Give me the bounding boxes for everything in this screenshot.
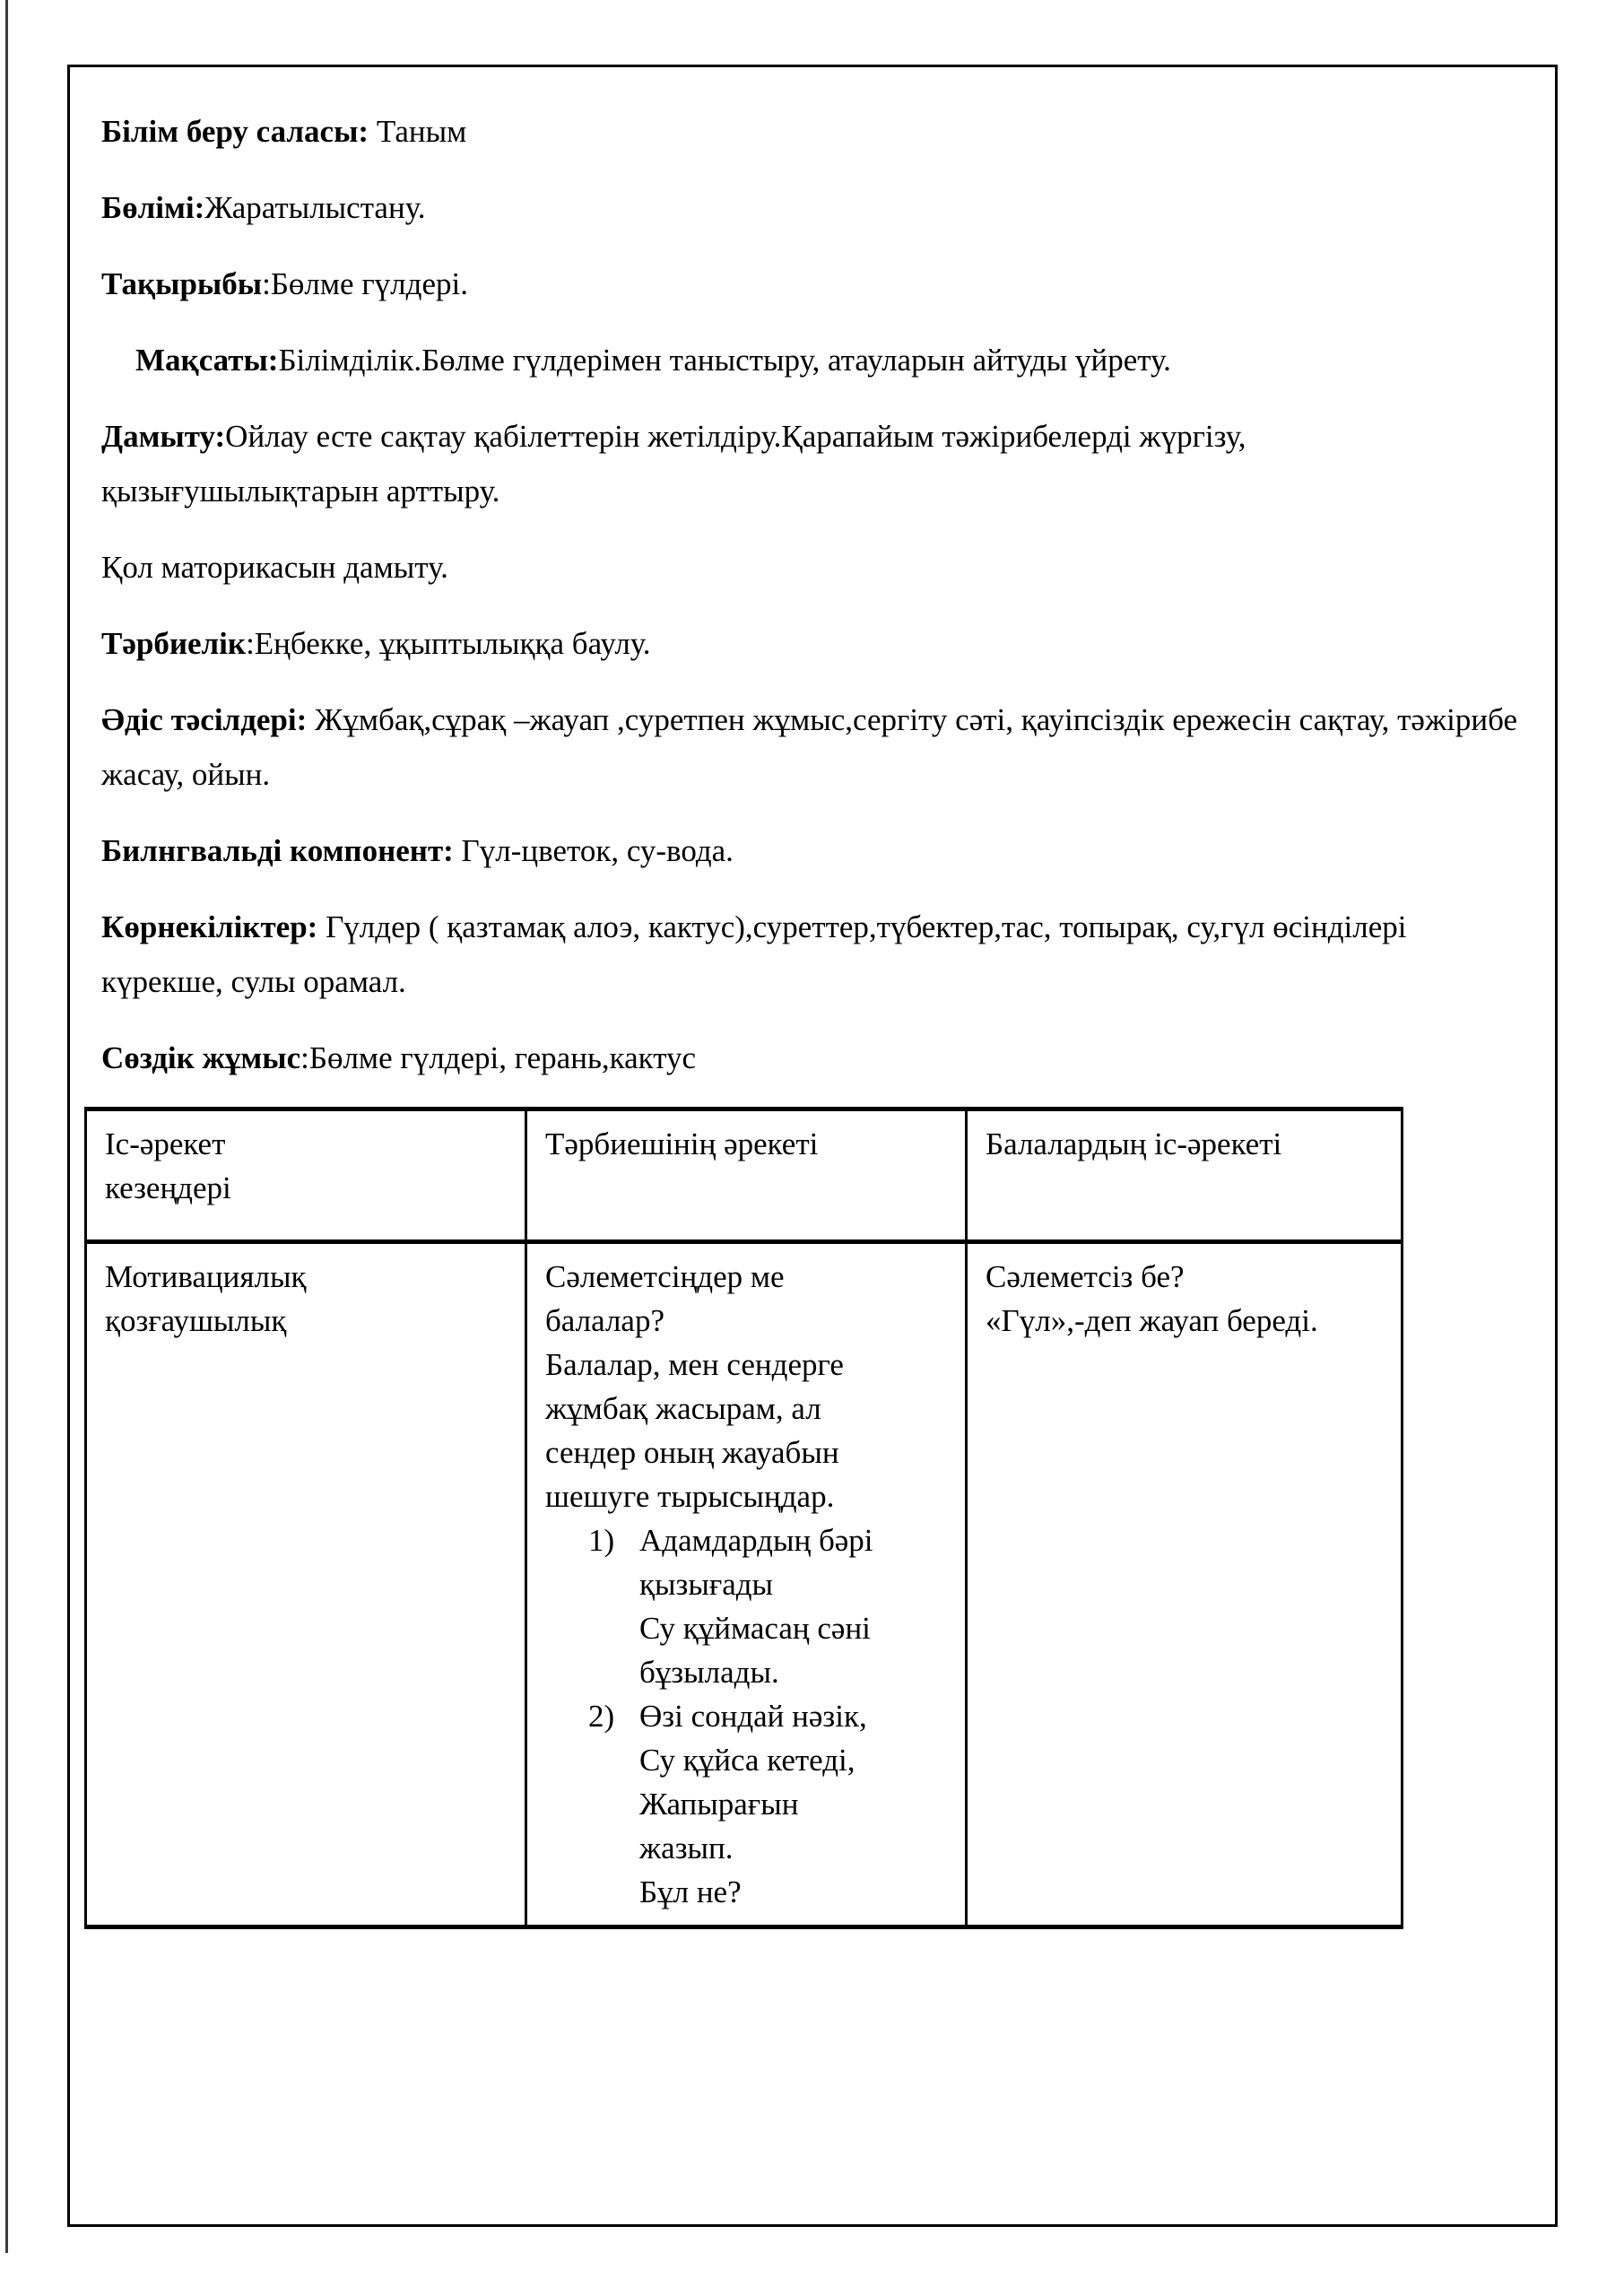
riddle-text <box>639 1518 947 1694</box>
paragraph-methods <box>101 692 1531 802</box>
teacher-line: сендер оның жауабын <box>545 1435 839 1470</box>
paragraph-goal <box>101 333 1531 387</box>
paragraph-text: Қол маторикасын дамыту. <box>101 550 448 585</box>
paragraph-text: Жұмбақ,сұрақ –жауап ,суретпен жұмыс,сергіту сәті, қауіпсіздік ережесін сақтау, тәжірибе жасау, ойын. <box>101 702 1517 792</box>
paragraph-label: Білім беру саласы: <box>101 114 369 149</box>
paragraph-label: Тақырыбы <box>101 266 263 301</box>
paragraph-label: Көрнекіліктер: <box>101 909 318 944</box>
children-line: Сәлеметсіз бе? <box>986 1259 1185 1294</box>
cell-teacher-action <box>526 1242 967 1927</box>
teacher-line: Балалар, мен сендерге <box>545 1347 844 1382</box>
paragraph-label: Мақсаты: <box>135 343 279 378</box>
paragraph-label: Тәрбиелік <box>101 626 247 661</box>
cell-children-action <box>967 1242 1403 1927</box>
riddle-line: Өзі сондай нәзік, <box>639 1699 867 1734</box>
stage-line: қозғаушылық <box>105 1303 287 1338</box>
paragraph-development <box>101 409 1531 518</box>
header-cell-activity-stages <box>86 1109 526 1242</box>
paragraph-bilingual-component <box>101 823 1531 878</box>
paragraph-label: Сөздік жұмыс <box>101 1040 301 1075</box>
riddle-line: Бұл не? <box>639 1874 742 1909</box>
riddle-line: бұзылады. <box>639 1655 779 1690</box>
lesson-plan-table <box>84 1107 1403 1929</box>
paragraph-label: Дамыту: <box>101 419 226 454</box>
riddle-line: Су құйса кетеді, <box>639 1743 855 1778</box>
teacher-line: шешуге тырысыңдар. <box>545 1479 835 1514</box>
riddle-number: 2) <box>588 1699 615 1734</box>
paragraph-text: :Еңбекке, ұқыптылыққа баулу. <box>246 626 651 661</box>
riddle-line: Адамдардың бәрі <box>639 1523 873 1558</box>
paragraph-text: :Бөлме гүлдері. <box>262 266 468 301</box>
table-row-motivational <box>86 1242 1403 1927</box>
riddle-text <box>639 1694 947 1914</box>
riddle-item <box>588 1694 947 1914</box>
paragraph-vocabulary <box>101 1031 1531 1085</box>
cell-stage <box>86 1242 526 1927</box>
teacher-line: балалар? <box>545 1303 664 1338</box>
riddle-line: жазып. <box>639 1831 734 1866</box>
paragraph-text: Білімділік.Бөлме гүлдерімен таныстыру, атауларын айтуды үйрету. <box>278 343 1171 378</box>
paragraph-visual-aids <box>101 900 1531 1009</box>
paragraph-upbringing <box>101 616 1531 671</box>
paragraph-text: :Бөлме гүлдері, герань,кактус <box>300 1040 697 1075</box>
children-line: «Гүл»,-деп жауап береді. <box>986 1303 1318 1338</box>
paragraph-text: Гүлдер ( қазтамақ алоэ, кактус),суреттер,түбектер,тас, топырақ, су,гүл өсінділері күрекше, сулы орамал. <box>101 909 1407 999</box>
riddle-number: 1) <box>588 1523 615 1558</box>
paragraph-text: Жаратылыстану. <box>204 190 426 225</box>
header-line: Іс-әрекет <box>105 1126 226 1161</box>
stage-line: Мотивациялық <box>105 1259 307 1294</box>
paragraph-label: Билнгвальді компонент: <box>101 833 454 868</box>
paragraph-label: Бөлімі: <box>101 190 205 225</box>
scan-edge-artifact <box>5 0 8 2253</box>
riddle-line: Су құймасаң сәні <box>639 1611 871 1646</box>
paragraph-education-area <box>101 104 1531 159</box>
riddle-line: қызығады <box>639 1567 774 1602</box>
paragraph-text: Ойлау есте сақтау қабілеттерін жетілдіру.Қарапайым тәжірибелерді жүргізу, қызығушылықтарын арттыру. <box>101 419 1246 509</box>
header-line: Тәрбиешінің әрекеті <box>545 1126 819 1161</box>
header-cell-children-action <box>967 1109 1403 1242</box>
paragraph-label: Әдіс тәсілдері: <box>101 702 308 737</box>
document-content <box>67 65 1558 1929</box>
table-header-row <box>86 1109 1403 1242</box>
riddle-line: Жапырағын <box>639 1787 799 1822</box>
header-line: кезеңдері <box>105 1170 231 1205</box>
paragraph-topic <box>101 257 1531 311</box>
riddle-item <box>588 1518 947 1694</box>
teacher-line: жұмбақ жасырам, ал <box>545 1391 821 1426</box>
teacher-line: Сәлеметсіңдер ме <box>545 1259 785 1294</box>
paragraph-section <box>101 180 1531 235</box>
riddle-list <box>588 1518 947 1914</box>
paragraph-text: Таным <box>369 114 467 149</box>
header-line: Балалардың іс-әрекеті <box>986 1126 1282 1161</box>
paragraph-motor-skills <box>101 540 1531 595</box>
header-cell-teacher-action <box>526 1109 967 1242</box>
paragraph-text: Гүл-цветок, су-вода. <box>453 833 734 868</box>
